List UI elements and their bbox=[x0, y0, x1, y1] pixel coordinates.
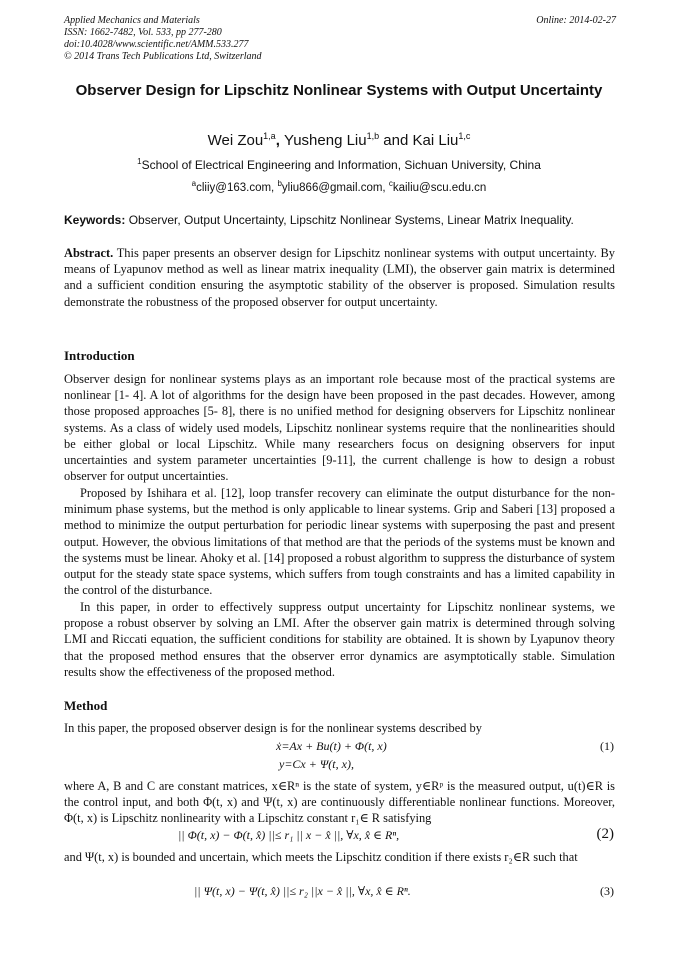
method-and-paragraph: and Ψ(t, x) is bounded and uncertain, which meets the Lipschitz condition if there exists r₂∈R such that bbox=[64, 850, 578, 864]
email: yliu866@gmail.com, bbox=[281, 181, 389, 194]
online-date: Online: 2014-02-27 bbox=[536, 15, 616, 26]
author-sup: 1,b bbox=[366, 131, 380, 141]
method-intro: In this paper, the proposed observer design is for the nonlinear systems described by bbox=[64, 721, 482, 735]
equation-1-number: (1) bbox=[600, 739, 614, 753]
abstract-text: This paper presents an observer design for Lipschitz nonlinear systems with output uncertainty. By means of Lyapunov method as well as linear matrix inequality (LMI), the observer gain matrix is determined and a sufficient condition ensuring the asymptotic stability of the observer is proposed. Simulation results demonstrate the robustness of the proposed observer for output uncertainty. bbox=[64, 246, 615, 309]
author-list bbox=[64, 131, 614, 149]
intro-paragraph-2 bbox=[64, 485, 615, 598]
email-sup: c bbox=[388, 179, 393, 188]
equation-3: || Ψ(t, x) − Ψ(t, x̂) ||≤ r₂ ||x − x̂ ||, ∀x, x̂ ∈ Rⁿ. bbox=[194, 884, 411, 898]
intro-paragraph-2-text: Proposed by Ishihara et al. [12], loop transfer recovery can eliminate the output disturbance for the non-minimum phase systems, but the method is only applicable to linear systems. Grip and Saberi [13] proposed a method to minimize the output perturbation for periodic linear systems with superposing the past and present output. However, the obvious limitations of that method are that the periods of the systems must be known and the systems must be linear. Ahoky et al. [14] proposed a robust algorithm to suppress the disturbance of system output for the steady state space systems, which suffers from tough constraints and has a limited capability in the control of the disturbance. bbox=[64, 486, 615, 598]
intro-paragraph-3-text: In this paper, in order to effectively suppress output uncertainty for Lipschitz nonlinear systems, we propose a robust observer by solving an LMI. After the observer gain matrix is determined through solving LMI and Riccati equation, the sufficient conditions for stability are obtained. It is shown by Lyapunov theory that the proposed method ensures that the observer error dynamics are asymptotically stable. Simulation results show the effectiveness of the proposed method. bbox=[64, 600, 615, 679]
affiliation-text: School of Electrical Engineering and Information, Sichuan University, China bbox=[141, 158, 541, 172]
author-separator: and bbox=[379, 132, 413, 149]
equation-1-line-2: y=Cx + Ψ(t, x), bbox=[279, 757, 354, 771]
email-sup: a bbox=[191, 179, 197, 188]
keywords bbox=[64, 213, 616, 227]
author-name: Wei Zou bbox=[207, 132, 264, 149]
equation-1-line-1: ẋ=Ax + Bu(t) + Φ(t, x) bbox=[276, 739, 387, 753]
email: kailiu@scu.edu.cn bbox=[392, 181, 487, 194]
abstract bbox=[64, 245, 615, 310]
author-sup: 1,c bbox=[458, 131, 471, 141]
section-heading-method: Method bbox=[64, 698, 108, 713]
intro-paragraph-1: Observer design for nonlinear systems plays as an important role because most of the practical systems are nonlinear [1- 4]. A lot of algorithms for the design have been proposed in the past decades. However, among those proposed approaches [5- 8], there is no unified method for designing observers for Lipschitz nonlinear systems. As a class of widely used models, Lipschitz nonlinear systems require that the nonlinearities should be either global or local Lipschitz. While many researchers focus on designing observers for input uncertainties and system parameter uncertainties [9-11], the current challenge is how to design a robust observer for output uncertainties. bbox=[64, 372, 615, 484]
copyright-line: © 2014 Trans Tech Publications Ltd, Switzerland bbox=[64, 51, 262, 62]
author-sup: 1,a bbox=[263, 131, 276, 141]
affiliation-sup: 1 bbox=[137, 157, 142, 166]
issn-line: ISSN: 1662-7482, Vol. 533, pp 277-280 bbox=[64, 27, 222, 38]
author-name: Yusheng Liu bbox=[284, 132, 367, 149]
email-list bbox=[64, 179, 614, 194]
email: cliiy@163.com, bbox=[196, 181, 278, 194]
author-name: Kai Liu bbox=[412, 132, 459, 149]
affiliation bbox=[64, 157, 614, 172]
email-sup: b bbox=[277, 179, 282, 188]
equation-2-number: (2) bbox=[596, 826, 614, 842]
intro-paragraph-3 bbox=[64, 599, 615, 680]
section-heading-introduction: Introduction bbox=[64, 348, 135, 363]
doi-line: doi:10.4028/www.scientific.net/AMM.533.277 bbox=[64, 39, 249, 50]
author-separator: , bbox=[275, 132, 285, 149]
equation-2: || Φ(t, x) − Φ(t, x̂) ||≤ r₁ || x − x̂ ||, ∀x, x̂ ∈ Rⁿ, bbox=[178, 828, 400, 842]
abstract-label: Abstract. bbox=[64, 246, 114, 260]
journal-name: Applied Mechanics and Materials bbox=[64, 15, 200, 26]
keywords-label: Keywords: bbox=[64, 213, 126, 227]
method-where-paragraph: where A, B and C are constant matrices, x∈Rⁿ is the state of system, y∈Rᵖ is the measured output, u(t)∈R is the control input, and both Φ(t, x) and Ψ(t, x) are continuously differentiable nonlinear functions. Moreover, Φ(t, x) is Lipschitz nonlinearity with a Lipschitz constant r₁∈ R satisfying bbox=[64, 779, 615, 826]
paper-title: Observer Design for Lipschitz Nonlinear Systems with Output Uncertainty bbox=[75, 82, 603, 99]
keywords-text: Observer, Output Uncertainty, Lipschitz Nonlinear Systems, Linear Matrix Inequality. bbox=[125, 213, 574, 227]
journal-header bbox=[64, 15, 262, 63]
equation-3-number: (3) bbox=[600, 884, 614, 898]
